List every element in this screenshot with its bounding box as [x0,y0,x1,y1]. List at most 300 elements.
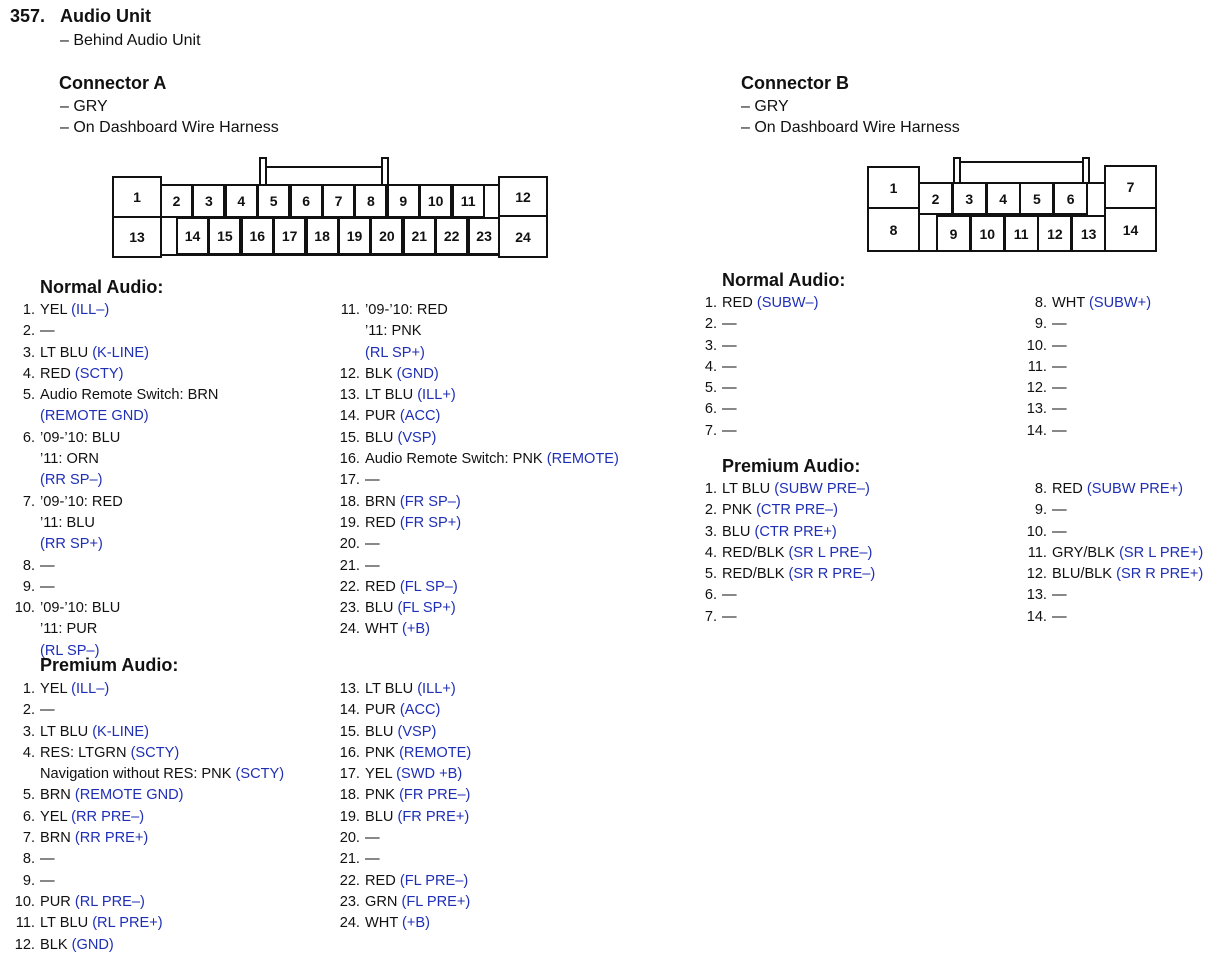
pin-entry-line [40,406,218,427]
wire-color: — [1052,358,1067,375]
wire-color: — [722,316,737,333]
pin-entry [339,577,619,598]
circuit-function: (SR R PRE+) [1116,566,1204,583]
wire-color: WHT [1052,295,1090,311]
wire-color: PUR [40,893,75,910]
pin-entry-line [1026,522,1203,543]
wire-color: PUR [365,702,400,719]
circuit-function: (REMOTE GND) [40,408,149,425]
pin-number: 8. [1034,295,1047,311]
wire-color: RED [40,365,75,382]
pin-entry [15,913,284,934]
connector-a-pin-5: 5 [257,184,290,218]
pin-entry-line [22,679,284,700]
wire-color: — [1052,523,1067,540]
pin-number: 8. [22,557,35,574]
pin-entry-line [22,364,218,385]
circuit-function: (SR L PRE–) [788,544,873,561]
pin-number: 19. [339,514,360,531]
pin-entry [22,785,284,806]
connector-b-pin-4: 4 [986,182,1021,215]
wire-color: ’11: PUR [40,621,98,638]
circuit-function: (FR SP–) [399,493,461,510]
pin-number: 9. [1034,316,1047,333]
circuit-function: (SUBW PRE+) [1086,481,1183,497]
connector-b-title: Connector B [741,73,849,93]
pin-number: 6. [704,401,717,418]
pin-entry-line [704,293,819,314]
pin-entry-line [22,321,218,342]
pin-entry-line [40,534,218,555]
connector-b-premium-list-1 [704,479,876,628]
pin-entry-line [704,564,876,585]
pin-number: 10. [1026,523,1047,540]
connector-b-premium-heading: Premium Audio: [722,456,861,476]
pin-entry-line [22,807,284,828]
connector-a-pin-11: 11 [452,184,485,218]
pin-entry [339,492,619,513]
pin-entry-line [339,700,471,721]
circuit-function: (SUBW–) [756,295,819,311]
connector-a-normal-heading: Normal Audio: [40,277,164,297]
wire-color: — [1052,337,1067,354]
pin-number: 11. [1027,544,1047,561]
pin-entry [704,564,876,585]
connector-a-pin-16: 16 [241,217,274,255]
circuit-function: (ACC) [399,702,441,719]
wire-color: LT BLU [365,681,418,697]
pin-number: 20. [339,830,360,847]
pin-entry [339,807,471,828]
wire-color: BLK [40,936,72,953]
connector-a-pin-12: 12 [498,176,548,217]
pin-entry-line [22,722,284,743]
wire-color: RED [365,872,400,889]
pin-entry-line [40,449,218,470]
pin-entry-line [339,913,471,934]
pin-entry [14,598,218,662]
pin-entry-line [339,743,472,764]
wire-color: YEL [40,302,72,318]
pin-entry [1027,543,1204,564]
pin-entry-line [1034,314,1151,335]
wire-color: ’11: ORN [40,451,99,468]
pin-entry [339,385,619,406]
pin-number: 7. [22,830,35,847]
pin-entry-line [704,421,819,442]
pin-entry [1026,585,1203,606]
circuit-function: (RL SP–) [40,642,100,659]
pin-entry [339,619,619,640]
connector-b-pin-8: 8 [867,207,920,252]
pin-entry-line [704,314,819,335]
wire-color: — [40,702,55,719]
wire-color: YEL [40,808,72,825]
wire-color: — [1052,502,1067,519]
pin-number: 10. [14,600,35,617]
pin-entry [1026,378,1151,399]
wire-color: — [722,401,737,418]
wire-color: Audio Remote Switch: BRN [40,387,219,404]
pin-number: 16. [339,744,360,761]
connector-b-pin-12: 12 [1037,215,1072,252]
circuit-function: (VSP) [397,429,437,446]
circuit-function: (SUBW+) [1089,295,1152,311]
connector-b-pin-1: 1 [867,166,920,209]
pin-entry-line [704,607,875,628]
connector-a-pin-15: 15 [208,217,241,255]
pin-entry-line [339,364,619,385]
pin-number: 3. [704,337,717,354]
circuit-function: (GND) [71,936,114,953]
connector-a-premium-list-2 [339,679,472,935]
pin-number: 14. [1026,422,1047,439]
pin-entry-line [22,700,284,721]
connector-a-color: – GRY [60,98,108,115]
pin-entry [22,300,218,321]
pin-entry [14,892,284,913]
pin-number: 10. [1026,337,1047,354]
connector-a-title: Connector A [59,73,167,93]
pin-entry-line [339,764,471,785]
connector-b-normal-heading: Normal Audio: [722,270,846,290]
pin-entry [22,364,218,385]
pin-entry-line [339,492,619,513]
pin-entry [339,470,619,491]
pin-entry-line [22,343,218,364]
wire-color: — [1052,422,1067,439]
circuit-function: (+B) [402,621,431,638]
pin-entry [339,598,619,619]
connector-a-pin-24: 24 [498,215,548,258]
circuit-function: (CTR PRE+) [754,523,837,540]
pin-number: 11. [1027,358,1047,375]
pin-number: 5. [22,387,35,404]
pin-entry-line [40,513,218,534]
connector-a-pin-21: 21 [403,217,436,255]
wire-color: GRN [365,893,402,910]
circuit-function: (FL SP+) [397,600,456,617]
pin-entry [704,522,875,543]
circuit-function: (RR PRE–) [71,808,145,825]
connector-b-normal-list-1 [704,293,819,442]
pin-entry-line [339,470,619,491]
pin-entry [1026,399,1151,420]
pin-entry-line [1026,336,1151,357]
circuit-function: (ILL–) [71,302,110,318]
pin-entry-line [339,428,619,449]
pin-entry [1034,479,1203,500]
pin-number: 14. [339,408,360,425]
wire-color: RED [365,578,400,595]
connector-a-pin-13: 13 [112,216,162,258]
circuit-function: (RR SP–) [40,472,103,489]
connector-b-diagram [0,0,1223,270]
pin-number: 5. [22,787,35,804]
pin-entry [339,764,471,785]
wire-color: — [722,422,737,439]
circuit-function: (REMOTE) [546,451,619,468]
circuit-function: (SCTY) [235,766,285,783]
wire-color: RED/BLK [722,566,789,583]
pin-number: 17. [339,766,360,783]
pin-entry [22,871,284,892]
pin-entry-line [339,449,619,470]
pin-entry [1027,357,1151,378]
circuit-function: (ILL–) [71,681,110,697]
pin-number: 22. [339,578,360,595]
pin-entry-line [22,428,218,449]
pin-number: 4. [704,358,717,375]
pin-entry-line [22,300,218,321]
wire-color: ’09-’10: RED [365,302,448,318]
connector-a-pin-6: 6 [290,184,323,218]
pin-entry [339,849,471,870]
pin-entry [22,577,218,598]
wire-color: BLU [722,523,755,540]
pin-entry-line [22,828,284,849]
circuit-function: (FL PRE–) [399,872,469,889]
wire-color: — [722,358,737,375]
pin-number: 7. [704,608,717,625]
pin-entry [704,357,819,378]
wire-color: YEL [40,681,72,697]
pin-entry-line [1034,479,1203,500]
pin-entry [22,492,218,556]
pin-number: 9. [22,578,35,595]
pin-entry-line [22,743,284,764]
pin-entry-line [704,585,875,606]
pin-entry-line [704,336,819,357]
pin-entry [339,534,619,555]
pin-entry-line [704,357,819,378]
circuit-function: (FL SP–) [399,578,458,595]
connector-b-pin-14: 14 [1104,207,1157,252]
pin-entry-line [340,300,619,321]
pin-number: 24. [339,621,360,638]
circuit-function: (SWD +B) [396,766,463,783]
wire-color: — [40,851,55,868]
pin-entry [22,428,218,492]
pin-entry [1026,607,1203,628]
pin-entry-line [704,399,819,420]
pin-entry-line [1034,293,1152,314]
circuit-function: (VSP) [397,723,437,740]
pin-number: 1. [22,681,35,697]
pin-entry [704,500,875,521]
pin-entry-line [339,406,619,427]
connector-a-pin-7: 7 [322,184,355,218]
pin-entry-line [704,543,875,564]
pin-number: 18. [339,787,360,804]
connector-a-normal-list-1 [14,300,219,662]
wire-color: WHT [365,915,403,932]
wire-color: BLU [365,429,398,446]
wire-color: ’09-’10: BLU [40,429,121,446]
wire-color: BRN [40,830,75,847]
pin-number: 4. [22,744,35,761]
pin-entry-line [339,556,619,577]
pin-number: 8. [1034,481,1047,497]
pin-entry-line [22,785,284,806]
pin-entry [1026,522,1203,543]
pin-number: 18. [339,493,360,510]
pin-entry-line [1026,607,1203,628]
wire-color: PUR [365,408,400,425]
pin-number: 6. [22,429,35,446]
wire-color: ’11: BLU [40,514,95,531]
wire-color: ’11: PNK [365,323,422,340]
connector-a-pin-10: 10 [419,184,452,218]
pin-entry [339,428,619,449]
pin-entry [339,913,471,934]
circuit-function: (RR SP+) [40,536,103,553]
pin-entry-line [365,321,619,342]
wire-color: BLU [365,723,398,740]
pin-number: 8. [22,851,35,868]
pin-entry-line [339,828,471,849]
pin-entry-line [339,513,619,534]
pin-number: 17. [339,472,360,489]
wire-color: WHT [365,621,403,638]
pin-entry [22,679,284,700]
pin-entry-line [339,871,471,892]
pin-entry [339,828,471,849]
circuit-function: (+B) [402,915,431,932]
pin-entry [704,314,819,335]
wire-color: Audio Remote Switch: PNK [365,451,547,468]
pin-number: 13. [1026,401,1047,418]
pin-entry-line [339,849,471,870]
pin-entry [339,722,471,743]
pin-entry [339,871,471,892]
wire-color: ’09-’10: BLU [40,600,121,617]
circuit-function: (FR SP+) [399,514,462,531]
pin-number: 22. [339,872,360,889]
pin-entry [22,828,284,849]
pin-entry [704,543,875,564]
connector-a-premium-heading: Premium Audio: [40,655,179,675]
pin-entry [339,700,471,721]
circuit-function: (REMOTE GND) [74,787,184,804]
pin-entry-line [22,492,218,513]
connector-b-color: – GRY [741,98,789,115]
pin-number: 1. [704,295,717,311]
connector-a-pin-4: 4 [225,184,258,218]
pin-entry [22,385,219,428]
pin-entry [704,399,819,420]
pin-number: 21. [339,557,360,574]
wire-color: — [365,851,380,868]
pin-entry-line [339,785,471,806]
wire-color: LT BLU [40,723,93,740]
pin-entry-line [339,577,619,598]
connector-a-pin-14: 14 [176,217,209,255]
pin-entry [339,679,471,700]
pin-entry-line [339,892,471,913]
connector-a-pin-22: 22 [435,217,468,255]
wire-color: BLU [365,600,398,617]
pin-entry [704,585,875,606]
pin-number: 20. [339,536,360,553]
circuit-function: (SR R PRE–) [788,566,876,583]
wire-color: — [1052,380,1067,397]
pin-entry-line [365,343,619,364]
pin-entry [14,935,284,956]
pin-entry-line [1027,543,1204,564]
wire-color: RED/BLK [722,544,789,561]
pin-entry-line [339,722,471,743]
connector-a-pin-1: 1 [112,176,162,218]
pin-number: 13. [339,387,360,404]
connector-a-normal-list-2 [339,300,619,641]
pin-entry-line [1026,564,1204,585]
pin-entry-line [1026,585,1203,606]
connector-a-pin-23: 23 [468,217,501,255]
pin-entry [1034,500,1203,521]
connector-a-pin-2: 2 [160,184,193,218]
wire-color: RED [365,514,400,531]
pin-entry-line [339,679,471,700]
connector-b-pin-10: 10 [970,215,1005,252]
pin-entry-line [339,598,619,619]
pin-entry-line [22,577,218,598]
pin-entry [22,722,284,743]
connector-a-premium-list-1 [14,679,285,956]
wire-color: — [1052,608,1067,625]
wire-color: BRN [365,493,400,510]
pin-entry [22,321,218,342]
pin-number: 2. [704,502,717,519]
wire-color: GRY/BLK [1052,544,1120,561]
pin-entry-line [14,935,284,956]
connector-a-pin-17: 17 [273,217,306,255]
circuit-function: (RL SP+) [365,344,425,361]
pin-number: 12. [339,365,360,382]
pin-number: 9. [1034,502,1047,519]
connector-b-pin-9: 9 [936,215,971,252]
pin-entry [339,785,471,806]
pin-number: 13. [339,681,360,697]
pin-number: 12. [1026,380,1047,397]
pin-number: 12. [1026,566,1047,583]
connector-b-pin-7: 7 [1104,165,1157,209]
connector-b-pin-11: 11 [1004,215,1039,252]
pin-entry [704,479,875,500]
connector-a-pin-20: 20 [370,217,403,255]
circuit-function: (RR PRE+) [74,830,149,847]
connector-a-pin-9: 9 [387,184,420,218]
connector-a-pin-19: 19 [338,217,371,255]
pin-entry-line [704,500,875,521]
pin-entry [1026,564,1204,585]
pin-number: 6. [22,808,35,825]
wire-color: — [1052,401,1067,418]
pin-entry [22,556,218,577]
pin-number: 10. [14,893,35,910]
pin-entry [22,700,284,721]
pin-entry [339,364,619,385]
pin-entry [22,849,284,870]
pin-number: 5. [704,380,717,397]
pin-entry [339,743,472,764]
wire-color: RED [1052,481,1087,497]
pin-number: 13. [1026,587,1047,604]
circuit-function: (FR PRE–) [399,787,471,804]
pin-number: 5. [704,566,717,583]
circuit-function: (K-LINE) [92,723,149,740]
pin-entry [704,378,819,399]
